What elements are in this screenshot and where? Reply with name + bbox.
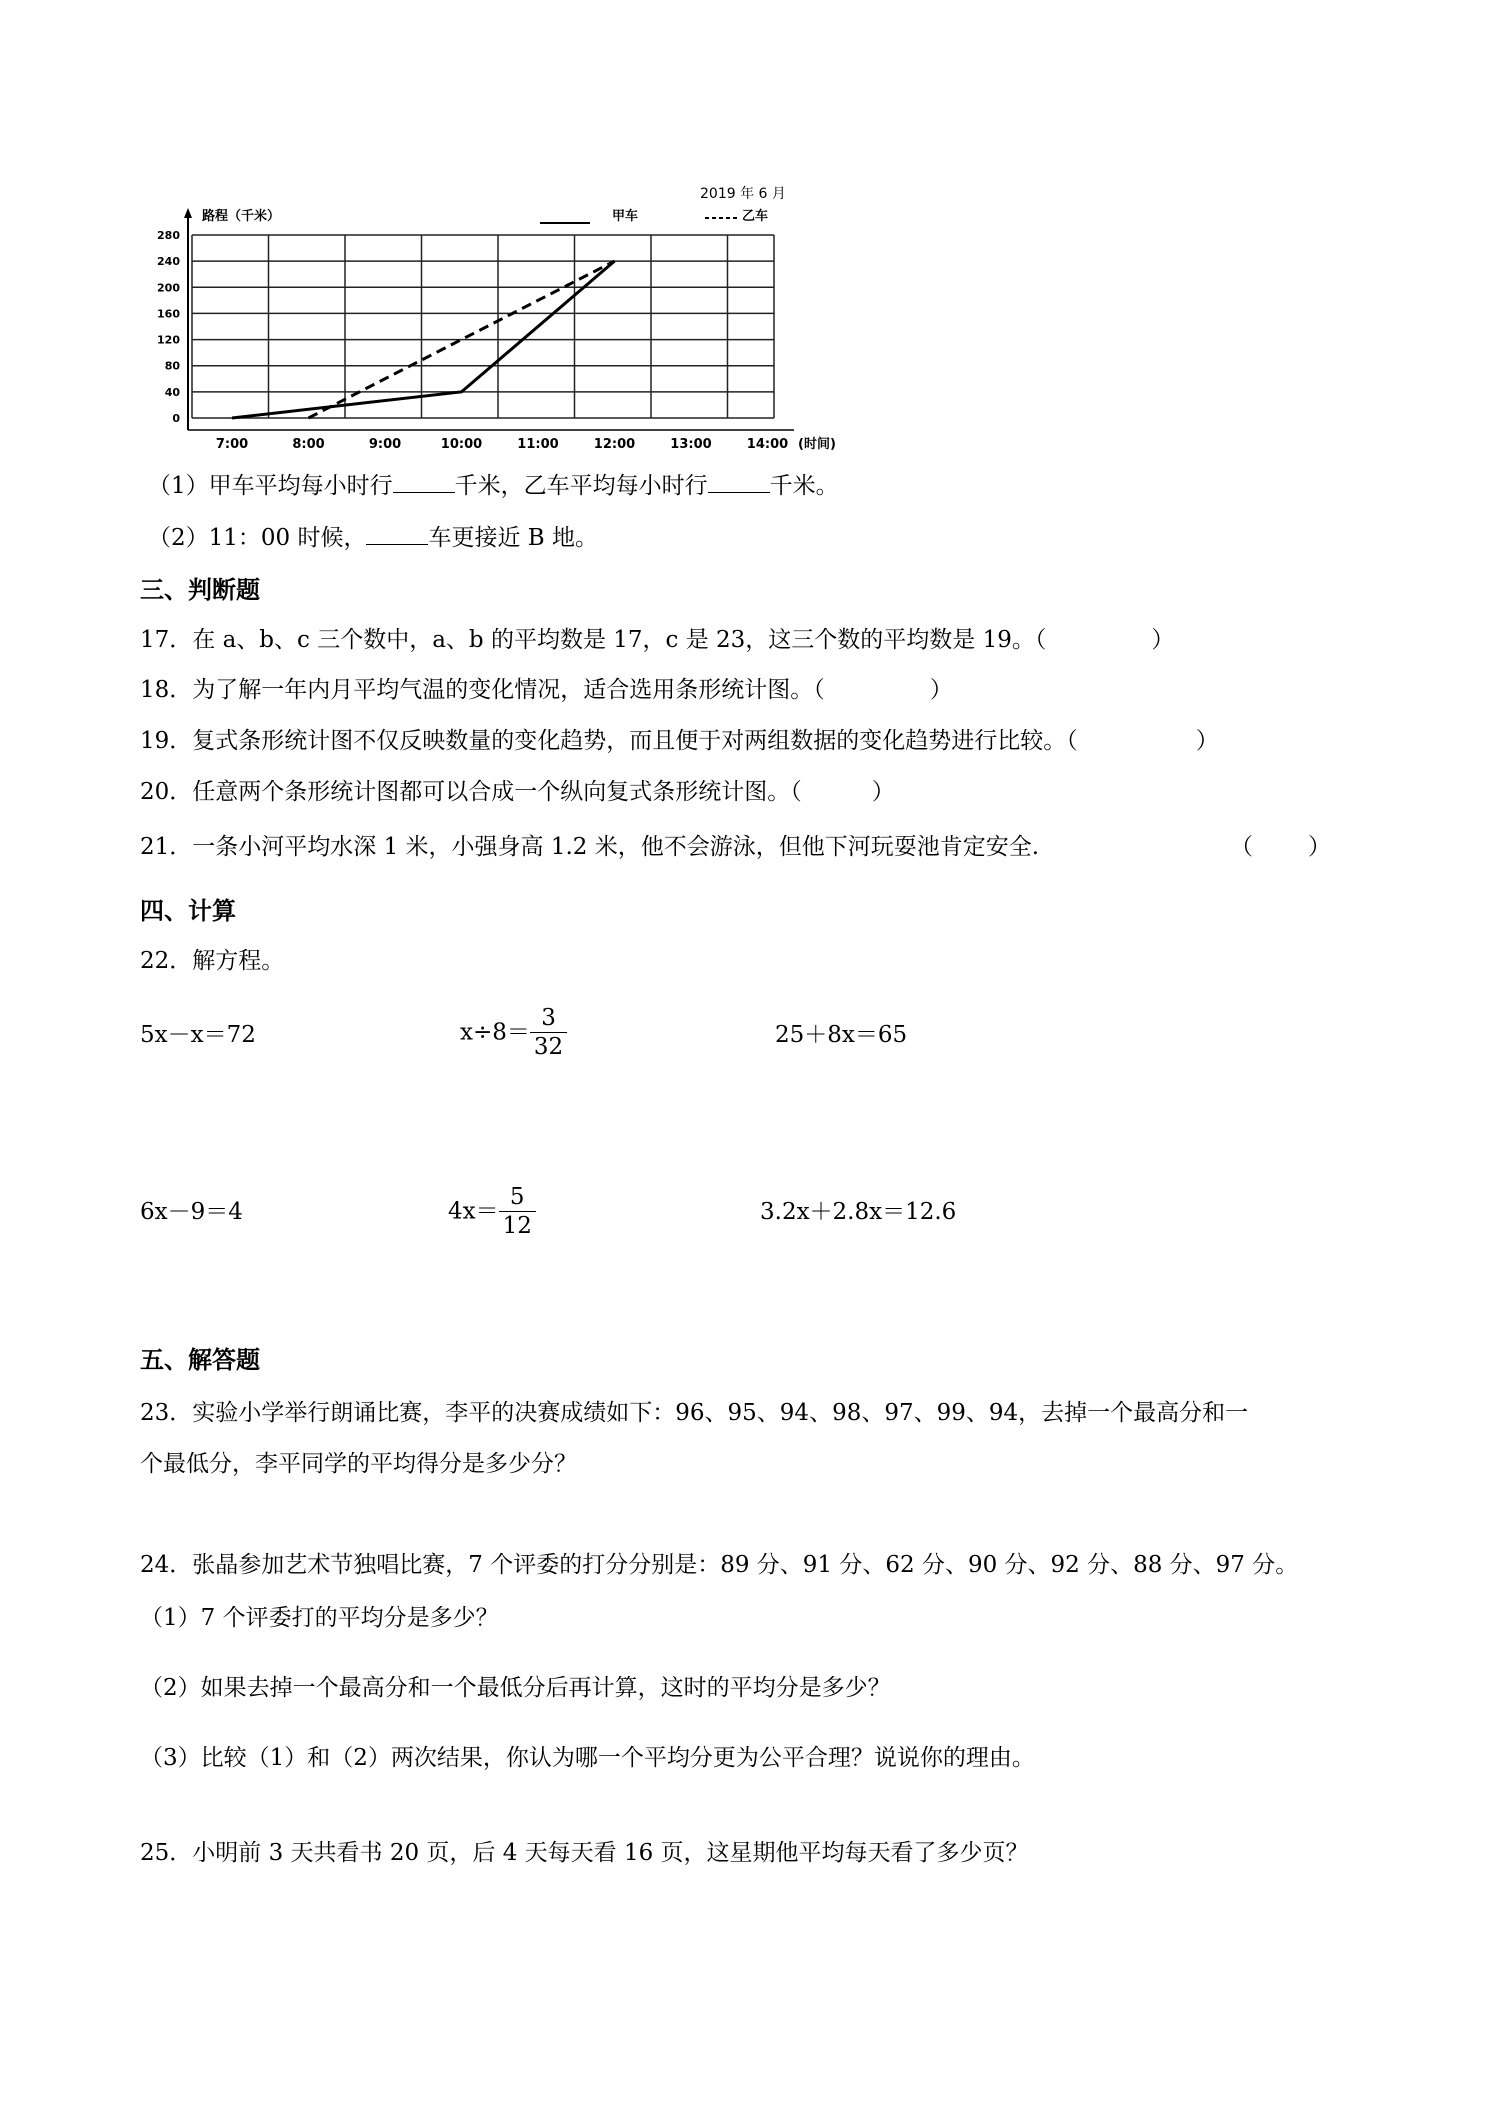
section-3-title: 三、判断题 (140, 576, 260, 604)
q16-part2-prefix: （2）11：00 时候， (148, 525, 367, 551)
q24: 24．张晶参加艺术节独唱比赛，7 个评委的打分分别是：89 分、91 分、62 分、90 分、92 分、88 分、97 分。 (140, 1552, 1299, 1578)
q16-part1-suffix: 千米。 (769, 473, 839, 499)
paren-close: ） (929, 677, 953, 703)
equation-5 (448, 1183, 536, 1240)
equation-1: 5x－x＝72 (140, 1022, 256, 1048)
x-tick-label: 8:00 (292, 437, 325, 452)
y-tick-label: 0 (172, 412, 180, 425)
q24-part3: （3）比较（1）和（2）两次结果，你认为哪一个平均分更为公平合理？说说你的理由。 (140, 1745, 1035, 1771)
x-tick-label: 12:00 (593, 437, 636, 452)
q19 (140, 726, 1219, 756)
y-tick-label: 280 (157, 229, 180, 242)
q25: 25．小明前 3 天共看书 20 页，后 4 天每天看 16 页，这星期他平均每天看了多少页？ (140, 1840, 1029, 1866)
date-label: 2019 年 6 月 (700, 186, 786, 202)
paren-close: ） (871, 779, 895, 805)
q24-part1: （1）7 个评委打的平均分是多少？ (140, 1605, 499, 1631)
x-tick-label: 11:00 (517, 437, 559, 452)
x-tick-label: 9:00 (368, 437, 402, 452)
equation-4: 6x－9＝4 (140, 1199, 243, 1225)
equation-3: 25＋8x＝65 (775, 1022, 908, 1048)
paren-open: （ (1230, 834, 1253, 860)
paren-close: ） (1308, 834, 1331, 860)
q19-text: 19．复式条形统计图不仅反映数量的变化趋势，而且便于对两组数据的变化趋势进行比较。（ (140, 728, 1078, 754)
y-tick-label: 40 (164, 385, 180, 399)
answer-blank[interactable] (708, 470, 770, 493)
answer-blank[interactable] (366, 522, 428, 545)
q16-part1-mid: 千米，乙车平均每小时行 (454, 473, 708, 499)
y-tick-label: 200 (157, 281, 180, 295)
distance-time-chart (150, 178, 910, 458)
q16-part2-suffix: 车更接近 B 地。 (428, 525, 599, 551)
section-4-title: 四、计算 (140, 897, 236, 925)
x-axis-label: (时间) (798, 437, 836, 452)
paren-close: ） (1195, 728, 1219, 754)
equation-2 (460, 1004, 567, 1061)
x-tick-label: 13:00 (670, 437, 712, 452)
legend-label-jiache: 甲车 (612, 209, 639, 224)
q20 (140, 777, 895, 807)
answer-blank[interactable] (393, 470, 455, 493)
q18-text: 18．为了解一年内月平均气温的变化情况，适合选用条形统计图。（ (140, 677, 825, 703)
x-tick-label: 7:00 (215, 437, 249, 452)
fraction (530, 1004, 567, 1061)
q16-part1-prefix: （1）甲车平均每小时行 (148, 473, 393, 499)
legend-label-yiche: 乙车 (742, 209, 769, 224)
equation-2-prefix: x÷8＝ (460, 1019, 530, 1046)
y-tick-label: 80 (164, 359, 180, 373)
x-tick-label: 10:00 (440, 437, 483, 452)
paren-close: ） (1151, 627, 1175, 653)
numerator: 5 (499, 1183, 536, 1212)
equation-5-prefix: 4x＝ (448, 1198, 499, 1225)
denominator: 32 (533, 1034, 564, 1060)
q21-text: 21．一条小河平均水深 1 米，小强身高 1.2 米，他不会游泳，但他下河玩耍池肯定安全. (140, 834, 1040, 860)
q23-line2: 个最低分，李平同学的平均得分是多少分？ (140, 1451, 577, 1477)
q16-part1 (148, 470, 839, 501)
x-tick-label: 14:00 (746, 437, 789, 452)
q22: 22．解方程。 (140, 948, 285, 974)
q18 (140, 675, 953, 705)
q17 (140, 625, 1174, 655)
q16-part2 (148, 522, 598, 553)
q23-line1: 23．实验小学举行朗诵比赛，李平的决赛成绩如下：96、95、94、98、97、99、94，去掉一个最高分和一 (140, 1400, 1249, 1426)
section-5-title: 五、解答题 (140, 1346, 260, 1374)
fraction (499, 1183, 536, 1240)
q21 (140, 832, 1039, 862)
y-axis-label: 路程（千米） (202, 209, 281, 224)
y-tick-label: 120 (157, 333, 180, 347)
numerator: 3 (530, 1004, 567, 1033)
y-axis-arrow (184, 208, 192, 218)
y-tick-label: 240 (157, 255, 180, 269)
equation-6: 3.2x＋2.8x＝12.6 (760, 1199, 957, 1225)
y-tick-label: 160 (157, 307, 180, 321)
q21-paren (1230, 832, 1331, 862)
q20-text: 20．任意两个条形统计图都可以合成一个纵向复式条形统计图。（ (140, 779, 802, 805)
q17-text: 17．在 a、b、c 三个数中，a、b 的平均数是 17，c 是 23，这三个数的平均数是 19。（ (140, 627, 1047, 653)
chart-svg (150, 178, 910, 458)
denominator: 12 (502, 1213, 532, 1239)
q24-part2: （2）如果去掉一个最高分和一个最低分后再计算，这时的平均分是多少？ (140, 1675, 891, 1701)
